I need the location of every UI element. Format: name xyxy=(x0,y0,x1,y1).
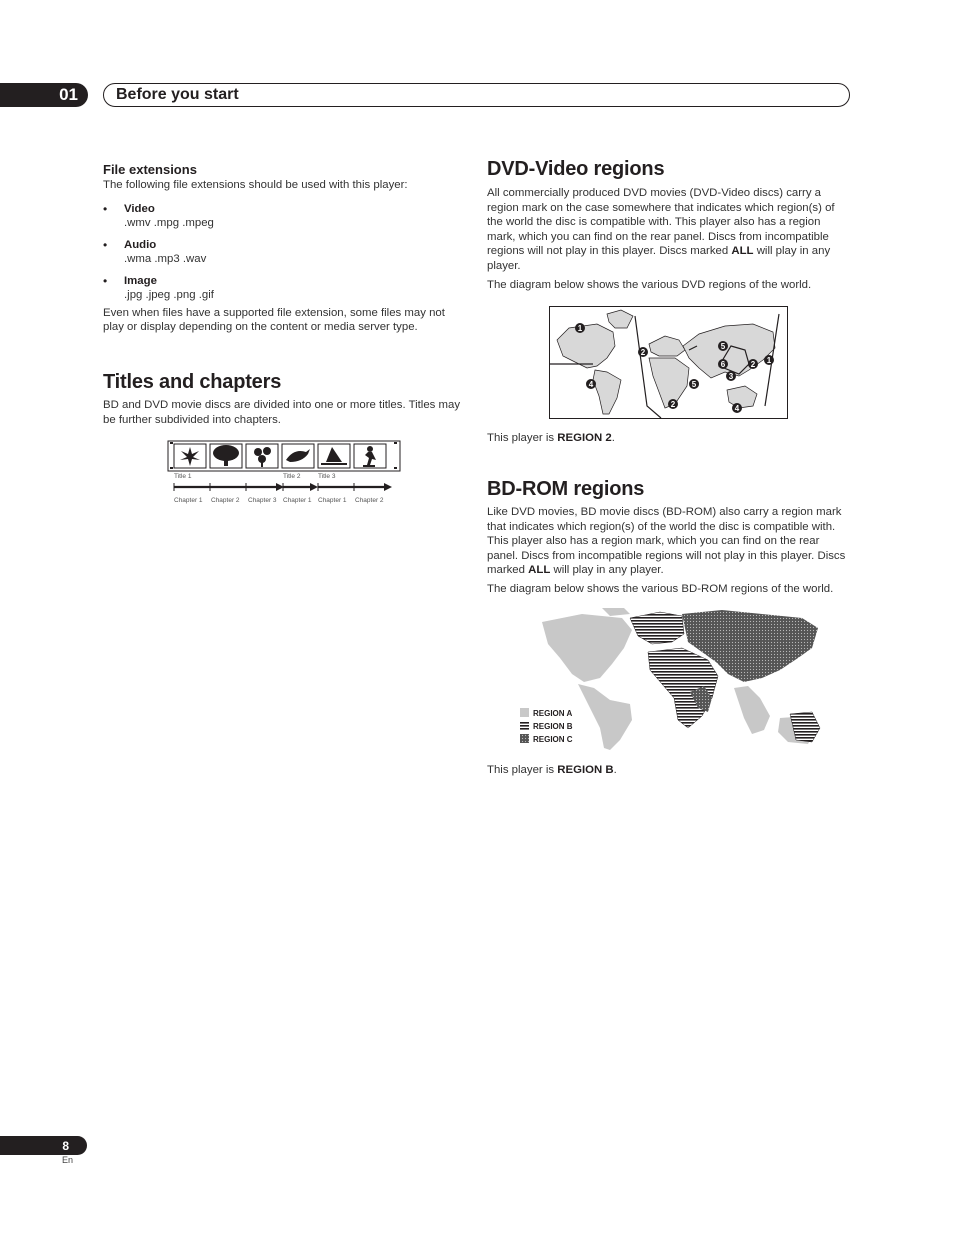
extension-label: • Image xyxy=(124,274,157,287)
page-language: En xyxy=(62,1155,74,1165)
cannabis-leaf-icon xyxy=(174,444,206,468)
chapter-label: Chapter 3 xyxy=(248,497,277,504)
windsurfer-icon xyxy=(318,444,350,468)
bd-map-legend xyxy=(520,708,573,744)
svg-text:2: 2 xyxy=(750,360,756,369)
region-marker xyxy=(668,399,678,409)
file-extensions-note: Even when files have a supported file extension, some files may not play or display depending on the content or media server type. xyxy=(103,306,445,334)
list-item xyxy=(103,274,468,302)
legend-item-region-c xyxy=(520,734,573,744)
chapter-label: Chapter 1 xyxy=(174,497,203,504)
file-extension-list xyxy=(103,202,468,302)
skater-icon xyxy=(354,444,386,468)
svg-text:1: 1 xyxy=(577,324,583,333)
svg-text:5: 5 xyxy=(691,380,697,389)
region-marker xyxy=(586,379,596,389)
bd-player-region: This player is REGION B. xyxy=(487,764,617,776)
bird-icon xyxy=(282,444,314,468)
title-label: Title 1 xyxy=(174,473,192,480)
extension-label: • Video xyxy=(124,202,155,215)
chapter-number: 01 xyxy=(59,85,78,104)
svg-text:REGION C: REGION C xyxy=(533,735,573,744)
file-extensions-section xyxy=(103,162,468,335)
region-marker xyxy=(718,341,728,351)
extension-values: .jpg .jpeg .png .gif xyxy=(124,288,214,301)
svg-text:REGION A: REGION A xyxy=(533,709,573,718)
page-number: 8 xyxy=(62,1138,69,1153)
chapter-label: Chapter 1 xyxy=(318,497,347,504)
dvd-region-map xyxy=(549,306,789,420)
list-item xyxy=(103,238,468,266)
title-label: Title 2 xyxy=(283,473,301,480)
file-extensions-heading: File extensions xyxy=(103,162,197,177)
bd-diagram-note: The diagram below shows the various BD-ROM regions of the world. xyxy=(487,582,834,595)
region-marker xyxy=(748,359,758,369)
region-marker xyxy=(732,403,742,413)
svg-text:REGION B: REGION B xyxy=(533,722,573,731)
region-marker xyxy=(689,379,699,389)
svg-text:6: 6 xyxy=(720,360,726,369)
dvd-regions-section xyxy=(487,158,852,292)
titles-chapters-heading: Titles and chapters xyxy=(103,371,282,393)
svg-text:1: 1 xyxy=(766,356,772,365)
titles-chapters-diagram xyxy=(166,440,406,508)
dvd-regions-heading: DVD-Video regions xyxy=(487,158,665,180)
list-item xyxy=(103,202,468,230)
legend-item-region-b xyxy=(520,721,573,731)
svg-text:2: 2 xyxy=(640,348,646,357)
svg-text:5: 5 xyxy=(720,342,726,351)
region-marker xyxy=(575,323,585,333)
region-marker xyxy=(718,359,728,369)
chapter-label: Chapter 1 xyxy=(283,497,312,504)
bd-region-map xyxy=(512,608,828,752)
region-marker xyxy=(638,347,648,357)
legend-item-region-a xyxy=(520,708,572,718)
dvd-regions-body: All commercially produced DVD movies (DVD-Video discs) carry a region mark on the case somewhere that indicates which region(s) of the world the disc is compatible with. This player also has a region mark, which you can find on the rear panel. Discs from incompatible regions will not play in this player. Discs marked ALL will play in any player. xyxy=(487,187,835,272)
bd-regions-section xyxy=(487,478,852,597)
flower-icon xyxy=(246,444,278,468)
svg-text:4: 4 xyxy=(734,404,740,413)
bd-regions-body: Like DVD movies, BD movie discs (BD-ROM) also carry a region mark that indicates which region(s) of the world the disc is compatible with. This player also has a region mark, which you can find on the rear panel. Discs from incompatible regions will not play in this player. Discs marked ALL will play in any player. xyxy=(487,506,846,577)
bd-regions-heading: BD-ROM regions xyxy=(487,478,645,500)
svg-text:3: 3 xyxy=(728,372,734,381)
tree-icon xyxy=(210,444,242,468)
chapter-label: Chapter 2 xyxy=(211,497,240,504)
dvd-player-region: This player is REGION 2. xyxy=(487,432,615,444)
chapter-number-tab xyxy=(0,83,88,107)
chapter-title-bar xyxy=(103,83,850,107)
chapter-label: Chapter 2 xyxy=(355,497,384,504)
extension-values: .wmv .mpg .mpeg xyxy=(124,216,214,229)
region-marker xyxy=(764,355,774,365)
page-number-tab xyxy=(0,1136,87,1155)
titles-chapters-body: BD and DVD movie discs are divided into one or more titles. Titles may be further subdivided into chapters. xyxy=(103,399,461,426)
region-marker xyxy=(726,371,736,381)
file-extensions-intro: The following file extensions should be used with this player: xyxy=(103,179,408,191)
dvd-diagram-note: The diagram below shows the various DVD regions of the world. xyxy=(487,278,812,291)
svg-text:4: 4 xyxy=(588,380,594,389)
svg-text:2: 2 xyxy=(670,400,676,409)
title-label: Title 3 xyxy=(318,473,336,480)
chapter-title: Before you start xyxy=(116,86,239,103)
extension-label: • Audio xyxy=(124,238,157,251)
titles-chapters-section xyxy=(103,371,468,427)
extension-values: .wma .mp3 .wav xyxy=(124,252,207,265)
